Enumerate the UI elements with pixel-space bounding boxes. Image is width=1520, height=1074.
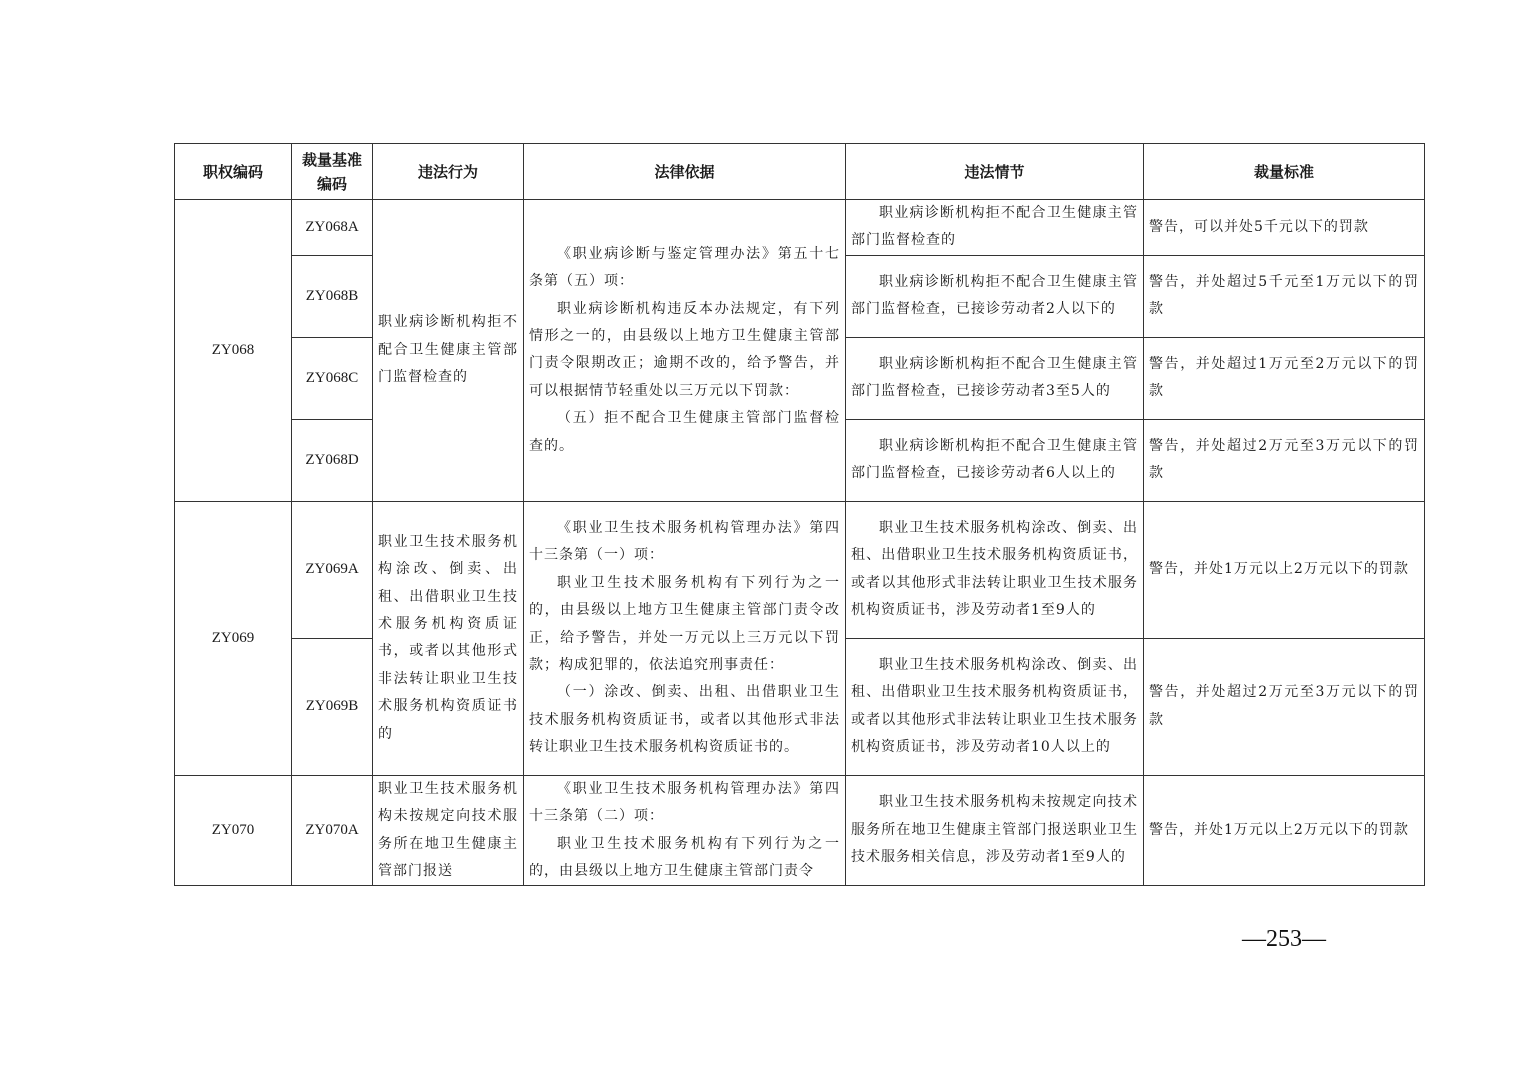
violation-behavior: 职业卫生技术服务机构涂改、倒卖、出租、出借职业卫生技术服务机构资质证书，或者以其他形式非法转让职业卫生技术服务机构资质证书的 <box>373 501 524 775</box>
header-standard-code: 裁量基准编码 <box>292 144 373 200</box>
standard-code: ZY068A <box>292 200 373 256</box>
header-circumstance: 违法情节 <box>846 144 1144 200</box>
header-legal-basis: 法律依据 <box>524 144 846 200</box>
discretion-standard: 警告，并处超过1万元至2万元以下的罚款 <box>1144 337 1425 419</box>
authority-code: ZY070 <box>175 775 292 885</box>
circumstance: 职业病诊断机构拒不配合卫生健康主管部门监督检查，已接诊劳动者6人以上的 <box>846 419 1144 501</box>
standard-code: ZY068C <box>292 337 373 419</box>
standard-code: ZY070A <box>292 775 373 885</box>
standard-code: ZY069A <box>292 501 373 638</box>
discretion-standard: 警告，并处1万元以上2万元以下的罚款 <box>1144 501 1425 638</box>
table-row <box>175 200 1425 256</box>
discretion-standard: 警告，可以并处5千元以下的罚款 <box>1144 200 1425 256</box>
discretion-standard: 警告，并处超过2万元至3万元以下的罚款 <box>1144 638 1425 775</box>
standard-code: ZY068D <box>292 419 373 501</box>
header-row <box>175 144 1425 200</box>
circumstance: 职业卫生技术服务机构涂改、倒卖、出租、出借职业卫生技术服务机构资质证书，或者以其他形式非法转让职业卫生技术服务机构资质证书，涉及劳动者10人以上的 <box>846 638 1144 775</box>
circumstance: 职业卫生技术服务机构未按规定向技术服务所在地卫生健康主管部门报送职业卫生技术服务相关信息，涉及劳动者1至9人的 <box>846 775 1144 885</box>
legal-basis: 《职业病诊断与鉴定管理办法》第五十七条第（五）项： 职业病诊断机构违反本办法规定，有下列情形之一的，由县级以上地方卫生健康主管部门责令限期改正；逾期不改的，给予警告，并可以根据情节轻重处以三万元以下罚款： （五）拒不配合卫生健康主管部门监督检查的。 <box>524 200 846 502</box>
discretion-standards-table <box>174 143 1425 886</box>
header-violation: 违法行为 <box>373 144 524 200</box>
header-authority-code: 职权编码 <box>175 144 292 200</box>
circumstance: 职业病诊断机构拒不配合卫生健康主管部门监督检查的 <box>846 200 1144 256</box>
table-row <box>175 775 1425 885</box>
discretion-standard: 警告，并处超过5千元至1万元以下的罚款 <box>1144 255 1425 337</box>
circumstance: 职业卫生技术服务机构涂改、倒卖、出租、出借职业卫生技术服务机构资质证书，或者以其他形式非法转让职业卫生技术服务机构资质证书，涉及劳动者1至9人的 <box>846 501 1144 638</box>
page-number: —253— <box>1242 926 1326 952</box>
header-standard: 裁量标准 <box>1144 144 1425 200</box>
violation-behavior: 职业卫生技术服务机构未按规定向技术服务所在地卫生健康主管部门报送 <box>373 775 524 885</box>
discretion-standard: 警告，并处1万元以上2万元以下的罚款 <box>1144 775 1425 885</box>
circumstance: 职业病诊断机构拒不配合卫生健康主管部门监督检查，已接诊劳动者2人以下的 <box>846 255 1144 337</box>
legal-basis: 《职业卫生技术服务机构管理办法》第四十三条第（一）项： 职业卫生技术服务机构有下列行为之一的，由县级以上地方卫生健康主管部门责令改正，给予警告，并处一万元以上三万元以下罚款；构成犯罪的，依法追究刑事责任： （一）涂改、倒卖、出租、出借职业卫生技术服务机构资质证书，或者以其他形式非法转让职业卫生技术服务机构资质证书的。 <box>524 501 846 775</box>
violation-behavior: 职业病诊断机构拒不配合卫生健康主管部门监督检查的 <box>373 200 524 502</box>
legal-basis: 《职业卫生技术服务机构管理办法》第四十三条第（二）项： 职业卫生技术服务机构有下列行为之一的，由县级以上地方卫生健康主管部门责令 <box>524 775 846 885</box>
authority-code: ZY068 <box>175 200 292 502</box>
authority-code: ZY069 <box>175 501 292 775</box>
circumstance: 职业病诊断机构拒不配合卫生健康主管部门监督检查，已接诊劳动者3至5人的 <box>846 337 1144 419</box>
standard-code: ZY069B <box>292 638 373 775</box>
discretion-standard: 警告，并处超过2万元至3万元以下的罚款 <box>1144 419 1425 501</box>
table-row <box>175 501 1425 638</box>
standard-code: ZY068B <box>292 255 373 337</box>
